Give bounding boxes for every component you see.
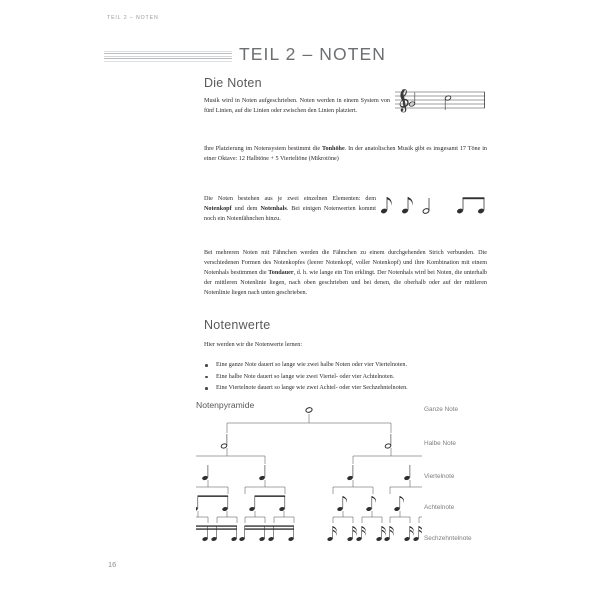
pyramid-label-ganze: Ganze Note [424,406,459,413]
paragraph-pitch [204,144,487,164]
beam [198,495,286,497]
eighth-note-icon-2 [401,197,412,214]
notenwerte-bullet-list [204,360,504,395]
paragraph-beams-and-duration [204,248,487,298]
list-item: Eine ganze Note dauert so lange wie zwei halbe Noten oder vier Viertelnoten. [204,360,504,372]
paragraph-notation-intro: Musik wird in Noten aufgeschrieben. Noten werden in einem System von fünf Linien, auf die Linien oder zwischen den Linien platziert. [204,98,390,115]
heading-die-noten: Die Noten [204,76,262,90]
half-note-1 [409,93,416,107]
p3-text-c: und dem [231,206,261,213]
p2-text-c: . In der anatolischen Musik gibt es insgesamt 17 Töne in einer Oktave: 12 Halbtöne + 5 Vierteltöne (Mikrotöne) [204,146,487,163]
flag [333,526,422,536]
notenwerte-lead: Hier werden wir die Notenwerte lernen: [204,342,303,348]
p4-text-c: , d. h. wie lange ein Ton erklingt. Der Notenhals wird bei Noten, die unterhalb der mittleren Notenlinie liegen, nach oben geschrieben und bei denen, die oberhalb oder auf der mittleren Notenlinie liegen nach unten geschrieben. [204,270,487,297]
pyramid-label-sechzehntel: Sechzehntelnote [424,535,472,542]
beamed-eighth-pair-icon [456,197,484,214]
quarter-note-icon [202,475,411,481]
note-glyph-svg [378,192,498,220]
p2-text-a: Ihre Platzierung im Notensystem bestimmt die [204,146,323,152]
staff-svg [393,86,493,116]
p3-text-e: . Bei einigen Notenwerten kommt noch ein Notenfähnchen hinzu. [204,206,377,223]
paragraph-note-elements [204,194,376,224]
term-tonhoehe: Tonhöhe [322,146,345,152]
term-notenkopf: Notenkopf [204,206,232,213]
notenpyramide-figure [196,398,496,548]
pyramid-label-viertel: Viertelnote [424,473,455,480]
running-header: TEIL 2 – NOTEN [107,15,159,21]
decorative-staff-rule [104,51,232,62]
pyramid-tree-svg [196,398,422,548]
heading-notenwerte: Notenwerte [204,318,271,332]
term-tondauer: Tondauer [268,270,294,277]
term-notenhals: Notenhals [260,206,287,213]
p3-text-a: Die Noten bestehen aus je zwei einzelnen Elementen: dem [204,196,376,202]
chapter-title-block [104,44,524,70]
page-number: 16 [108,560,117,569]
note-glyph-row [378,192,498,220]
half-note-icon [221,443,392,449]
whole-note-icon [305,407,312,413]
page-title: TEIL 2 – NOTEN [239,44,387,64]
p4-text-a: Bei mehreren Noten mit Fähnchen werden die Fähnchen zu einem durchgehenden Strich verbunden. Die verschiedenen Formen des Notenkopfes (leerer Notenkopf, voller Notenkopf) und ihre Kombination mit einem Notenhals bestimmen die [204,250,487,277]
list-item: Eine halbe Note dauert so lange wie zwei Viertel- oder vier Achtelnoten. [204,372,504,384]
list-item: Eine Viertelnote dauert so lange wie zwei Achtel- oder vier Sechzehntelnoten. [204,383,504,395]
staff-figure [393,86,493,116]
pyramid-label-achtel: Achtelnote [424,504,455,511]
treble-clef-icon [400,89,409,112]
eighth-note-icon [196,506,422,511]
notenpyramide-title: Notenpyramide [196,400,255,410]
flag [343,496,422,503]
beam [196,525,294,529]
sixteenth-note-icon [196,536,422,541]
half-note-icon [422,198,429,214]
eighth-note-icon-1 [380,197,391,214]
pyramid-label-halbe: Halbe Note [424,440,456,447]
